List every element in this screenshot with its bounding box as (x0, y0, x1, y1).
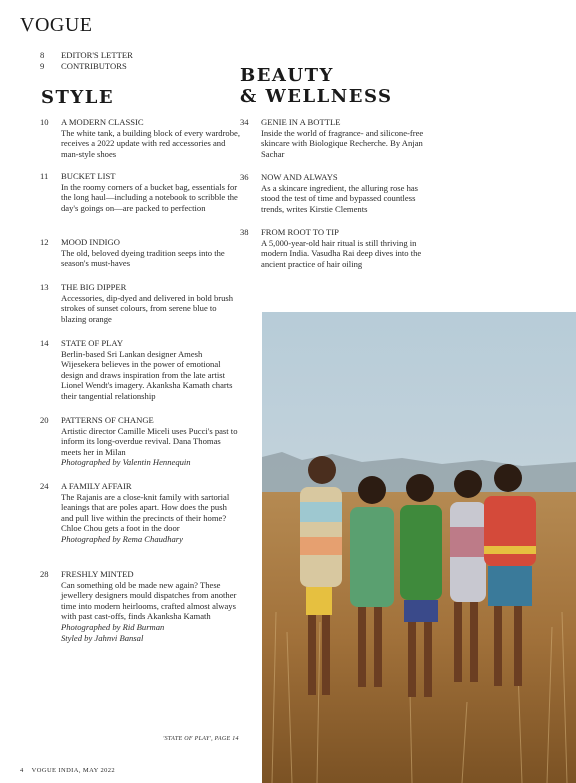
entry-description: Berlin-based Sri Lankan designer Amesh Wijesekera believes in the power of emotional design and draws inspiration from the late artist Lionel Wendt's imagery. Akanksha Kamath charts their tangential relationship (61, 348, 233, 401)
style-heading: STYLE (41, 87, 115, 108)
entry-title: THE BIG DIPPER (61, 282, 127, 292)
page-number: 8 (40, 50, 45, 60)
entry-description: Accessories, dip-dyed and delivered in bold brush strokes of sunset colours, from serene blue to blazing orange (61, 292, 234, 324)
entry-title: MOOD INDIGO (61, 237, 120, 247)
folio (20, 767, 115, 774)
toc-entry[interactable] (40, 171, 240, 213)
toc-entry[interactable] (40, 415, 240, 468)
page-number: 20 (40, 415, 49, 425)
page-number: 11 (40, 171, 49, 181)
page-number: 28 (40, 569, 49, 579)
editorial-photo (262, 312, 576, 783)
toc-entry[interactable] (40, 237, 240, 269)
entry-title: GENIE IN A BOTTLE (261, 117, 341, 127)
toc-entry[interactable] (40, 50, 240, 61)
masthead: VOGUE (20, 14, 93, 36)
photo-credit: Photographed by Rema Chaudhary (61, 533, 183, 544)
toc-entry[interactable] (40, 61, 240, 72)
toc-entry[interactable] (40, 338, 242, 402)
entry-description: In the roomy corners of a bucket bag, essentials for the long haul—including a notebook to scribble the day's goings on—are packed to perfection (61, 181, 238, 213)
entry-description: Can something old be made new again? These jewellery designers mould dispatches from another time into modern heirlooms, crafted almost always with past cast-offs, finds Akanksha Kamath (61, 579, 237, 622)
entry-title: STATE OF PLAY (61, 338, 124, 348)
entry-description: The old, beloved dyeing tradition seeps into the season's must-haves (61, 247, 225, 269)
entry-description: As a skincare ingredient, the alluring rose has stood the test of time and bypassed countless trends, writes Kirstie Clements (261, 182, 419, 214)
page-number: 24 (40, 481, 49, 491)
entry-title: PATTERNS OF CHANGE (61, 415, 154, 425)
photo-credit: Photographed by Valentin Hennequin (61, 457, 191, 468)
folio-page-number: 4 (20, 767, 24, 774)
toc-entry[interactable] (40, 569, 240, 643)
entry-title: NOW AND ALWAYS (261, 172, 338, 182)
entry-description: The white tank, a building block of every wardrobe, receives a 2022 update with red accessories and man-style shoes (61, 127, 240, 159)
styling-credit: Styled by Jahnvi Bansal (61, 632, 144, 643)
top-entries (40, 50, 240, 71)
toc-entry[interactable] (240, 227, 430, 269)
entry-title: CONTRIBUTORS (61, 60, 127, 71)
page-number: 10 (40, 117, 49, 127)
entry-title: A FAMILY AFFAIR (61, 481, 132, 491)
page-number: 14 (40, 338, 49, 348)
entry-title: FROM ROOT TO TIP (261, 227, 339, 237)
toc-entry[interactable] (40, 481, 240, 545)
entry-title: A MODERN CLASSIC (61, 117, 144, 127)
page-number: 38 (240, 227, 249, 237)
entry-description: Inside the world of fragrance- and silicone-free skincare with Biologique Recherche. By Anjan Sachar (261, 127, 424, 159)
page-number: 9 (40, 60, 45, 71)
toc-entry[interactable] (240, 117, 430, 159)
entry-title: FRESHLY MINTED (61, 569, 134, 579)
entry-title: BUCKET LIST (61, 171, 116, 181)
toc-entry[interactable] (40, 282, 240, 324)
page-number: 34 (240, 117, 249, 127)
entry-title: EDITOR'S LETTER (61, 50, 133, 60)
page-number: 36 (240, 172, 249, 182)
page-number: 13 (40, 282, 49, 292)
entry-description: The Rajanis are a close-knit family with sartorial leanings that are poles apart. How does the push and pull live within the precincts of their home? Chloe Chou gets a foot in the door (61, 491, 230, 534)
photo-caption: 'STATE OF PLAY', PAGE 14 (163, 736, 239, 742)
toc-entry[interactable] (40, 117, 240, 159)
toc-entry[interactable] (240, 172, 430, 214)
entry-description: Artistic director Camille Miceli uses Pucci's past to inform its long-overdue revival. Dana Thomas meets her in Milan (61, 425, 238, 457)
beauty-wellness-heading: BEAUTY & WELLNESS (240, 65, 393, 107)
folio-issue: VOGUE INDIA, MAY 2022 (31, 767, 116, 774)
photo-credit: Photographed by Rid Burman (61, 621, 165, 632)
entry-description: A 5,000-year-old hair ritual is still thriving in modern India. Vasudha Rai deep dives into the ancient practice of hair oiling (261, 237, 422, 269)
page-number: 12 (40, 237, 49, 247)
